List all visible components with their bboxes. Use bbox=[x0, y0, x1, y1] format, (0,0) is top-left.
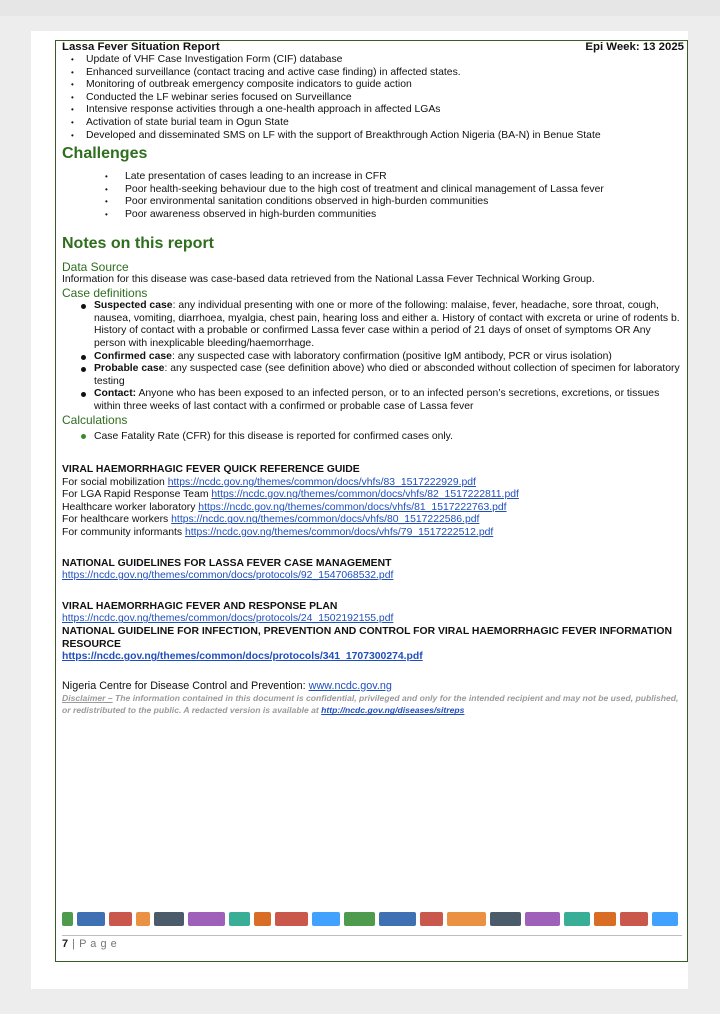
definition-suspected bbox=[62, 300, 684, 350]
quick-ref-label: Healthcare worker laboratory bbox=[62, 501, 199, 513]
list-item: • Late presentation of cases leading to an increase in CFR bbox=[62, 171, 684, 184]
quick-ref-link[interactable]: https://ncdc.gov.ng/themes/common/docs/vhfs/80_1517222586.pdf bbox=[171, 514, 480, 526]
definition-term: Confirmed case bbox=[94, 350, 172, 362]
list-item: • Monitoring of outbreak emergency composite indicators to guide action bbox=[62, 79, 684, 92]
footer-org-text: Nigeria Centre for Disease Control and Prevention: bbox=[62, 679, 309, 692]
definition-term: Probable case bbox=[94, 363, 165, 375]
partner-logo bbox=[136, 912, 150, 926]
page-content bbox=[62, 41, 684, 716]
partner-logo bbox=[652, 912, 678, 926]
quick-ref-row bbox=[62, 527, 684, 540]
definition-term: Suspected case bbox=[94, 300, 173, 312]
definition-text: Anyone who has been exposed to an infected person, or to an infected person’s secretions, excretions, or tissues within three weeks of last contact with a confirmed or probable case of Lassa fever bbox=[94, 388, 660, 412]
challenges-heading: Challenges bbox=[62, 145, 148, 163]
partner-logo bbox=[77, 912, 105, 926]
partner-logo bbox=[62, 912, 73, 926]
notes-heading: Notes on this report bbox=[62, 234, 215, 252]
list-item: • Enhanced surveillance (contact tracing and active case finding) in affected states. bbox=[62, 67, 684, 80]
partner-logos-strip bbox=[62, 906, 682, 932]
partner-logo bbox=[594, 912, 616, 926]
partner-logo bbox=[620, 912, 648, 926]
disclaimer-label: Disclaimer – bbox=[62, 693, 113, 704]
calculations-list bbox=[62, 431, 684, 444]
list-item: • Poor awareness observed in high-burden communities bbox=[62, 209, 684, 222]
partner-logo bbox=[525, 912, 560, 926]
partner-logo bbox=[188, 912, 225, 926]
quick-ref-label: For LGA Rapid Response Team bbox=[62, 489, 212, 501]
definition-term: Contact: bbox=[94, 388, 137, 400]
response-plan-link[interactable]: https://ncdc.gov.ng/themes/common/docs/protocols/24_1502192155.pdf bbox=[62, 613, 394, 625]
list-item: • Activation of state burial team in Ogun State bbox=[62, 117, 684, 130]
quick-ref-link[interactable]: https://ncdc.gov.ng/themes/common/docs/vhfs/81_1517222763.pdf bbox=[198, 501, 507, 513]
case-definitions-list bbox=[62, 300, 684, 413]
partner-logo bbox=[490, 912, 521, 926]
page-number-value: 7 bbox=[62, 938, 69, 950]
partner-logo bbox=[564, 912, 590, 926]
ipc-title: NATIONAL GUIDELINE FOR INFECTION, PREVENTION AND CONTROL FOR VIRAL HAEMORRHAGIC FEVER INFORMATION RESOURCE bbox=[62, 626, 672, 650]
quick-ref-link[interactable]: https://ncdc.gov.ng/themes/common/docs/vhfs/82_1517222811.pdf bbox=[211, 489, 519, 501]
definition-confirmed bbox=[62, 351, 684, 364]
data-source-heading: Data Source bbox=[62, 259, 129, 274]
list-item: Case Fatality Rate (CFR) for this disease is reported for confirmed cases only. bbox=[62, 431, 684, 444]
quick-ref-label: For healthcare workers bbox=[62, 514, 172, 526]
quick-ref-row bbox=[62, 502, 684, 515]
list-item: • Intensive response activities through a one-health approach in affected LGAs bbox=[62, 104, 684, 117]
list-item: • Conducted the LF webinar series focused on Surveillance bbox=[62, 92, 684, 105]
partner-logo bbox=[420, 912, 443, 926]
activities-list bbox=[62, 54, 684, 142]
partner-logo bbox=[229, 912, 249, 926]
list-item: • Developed and disseminated SMS on LF with the support of Breakthrough Action Nigeria (BA-N) in Benue State bbox=[62, 130, 684, 143]
quick-ref-row bbox=[62, 514, 684, 527]
calculations-heading: Calculations bbox=[62, 413, 128, 428]
guidelines-link[interactable]: https://ncdc.gov.ng/themes/common/docs/protocols/92_1547068532.pdf bbox=[62, 570, 394, 582]
quick-ref-row bbox=[62, 477, 684, 490]
partner-logo bbox=[254, 912, 271, 926]
partner-logo bbox=[275, 912, 309, 926]
page-number bbox=[62, 938, 117, 950]
list-item: • Poor health-seeking behaviour due to the high cost of treatment and clinical management of Lassa fever bbox=[62, 184, 684, 197]
list-item: • Update of VHF Case Investigation Form (CIF) database bbox=[62, 54, 684, 67]
definition-text: : any individual presenting with one or more of the following: malaise, fever, headache, sore throat, cough, nausea, vomiting, diarrhoea, myalgia, chest pain, hearing loss and either a. History of contact with excreta or urine of rodents b. History of contact with a probable or confirmed Lassa fever case within a period of 21 days of onset of symptoms OR Any person with inexplicable bleeding/haemorrhage. bbox=[94, 300, 680, 349]
quick-ref-title: VIRAL HAEMORRHAGIC FEVER QUICK REFERENCE GUIDE bbox=[62, 464, 360, 476]
page-divider bbox=[62, 935, 682, 936]
top-strip bbox=[0, 0, 720, 16]
report-title: Lassa Fever Situation Report bbox=[62, 41, 220, 53]
epi-week: Epi Week: 13 2025 bbox=[585, 41, 684, 53]
quick-ref-link[interactable]: https://ncdc.gov.ng/themes/common/docs/vhfs/79_1517222512.pdf bbox=[185, 527, 494, 539]
definition-probable bbox=[62, 363, 684, 388]
ipc-link[interactable]: https://ncdc.gov.ng/themes/common/docs/protocols/341_1707300274.pdf bbox=[62, 651, 423, 663]
partner-logo bbox=[312, 912, 340, 926]
definition-text: : any suspected case with laboratory confirmation (positive IgM antibody, PCR or virus isolation) bbox=[171, 350, 612, 362]
data-source-text: Information for this disease was case-based data retrieved from the National Lassa Fever Technical Working Group. bbox=[62, 273, 595, 285]
response-plan-title: VIRAL HAEMORRHAGIC FEVER AND RESPONSE PLAN bbox=[62, 600, 338, 612]
partner-logo bbox=[344, 912, 375, 926]
quick-ref-label: For social mobilization bbox=[62, 476, 168, 488]
definition-contact bbox=[62, 388, 684, 413]
list-item: • Poor environmental sanitation conditions observed in high-burden communities bbox=[62, 196, 684, 209]
quick-ref-row bbox=[62, 489, 684, 502]
quick-ref-link[interactable]: https://ncdc.gov.ng/themes/common/docs/vhfs/83_1517222929.pdf bbox=[167, 476, 476, 488]
report-header bbox=[62, 41, 684, 54]
disclaimer-link[interactable]: http://ncdc.gov.ng/diseases/sitreps bbox=[321, 705, 465, 716]
challenges-list bbox=[62, 171, 684, 221]
partner-logo bbox=[379, 912, 416, 926]
disclaimer-text: The information contained in this document is confidential, privileged and only for the intended recipient and may not be used, published, or redistributed to the public. A redacted version is available at bbox=[62, 693, 679, 716]
footer-org bbox=[62, 680, 684, 693]
case-definitions-heading: Case definitions bbox=[62, 286, 148, 301]
disclaimer bbox=[62, 692, 684, 716]
page-label: | P a g e bbox=[68, 938, 118, 950]
quick-ref-label: For community informants bbox=[62, 527, 185, 539]
footer-org-link[interactable]: www.ncdc.gov.ng bbox=[308, 679, 392, 692]
definition-text: : any suspected case (see definition above) who died or absconded without collection of specimen for laboratory testing bbox=[94, 363, 680, 387]
partner-logo bbox=[109, 912, 132, 926]
partner-logo bbox=[447, 912, 486, 926]
partner-logo bbox=[154, 912, 185, 926]
guidelines-title: NATIONAL GUIDELINES FOR LASSA FEVER CASE MANAGEMENT bbox=[62, 557, 392, 569]
